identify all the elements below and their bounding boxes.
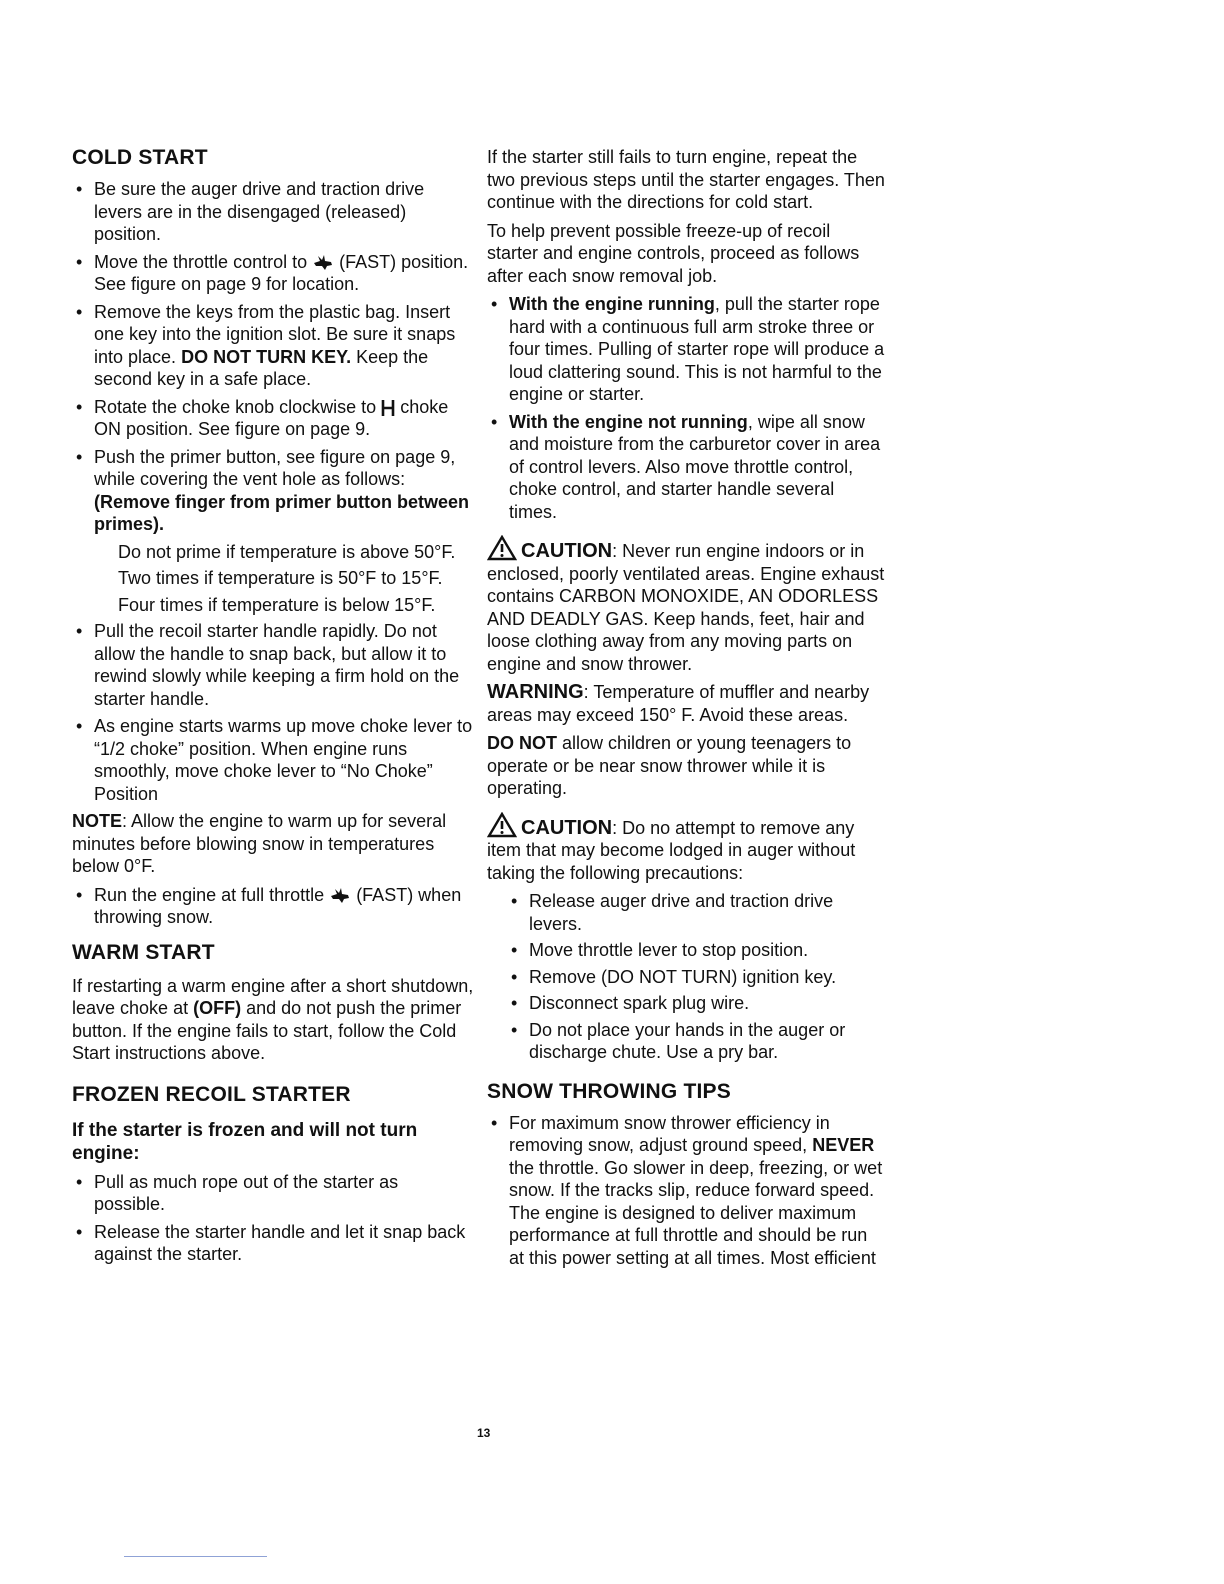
list-item: • Pull the recoil starter handle rapidly. Do not allow the handle to snap back, but allow it to rewind slowly while keeping a firm hold on the starter handle. [72, 620, 474, 710]
list-item: • With the engine not running, wipe all snow and moisture from the carburetor cover in area of control levers. Also move throttle control, choke control, and starter handle several times. [487, 411, 885, 524]
cold-start-final [72, 884, 474, 929]
list-item: • Run the engine at full throttle (FAST) when throwing snow. [72, 884, 474, 929]
frozen-subheading: If the starter is frozen and will not turn engine: [72, 1119, 418, 1164]
prime-instructions [72, 541, 474, 617]
list-item: • Be sure the auger drive and traction drive levers are in the disengaged (released) position. [72, 178, 474, 246]
choke-symbol-icon [381, 396, 395, 418]
footer-rule [124, 1556, 267, 1557]
tips-list [487, 1112, 885, 1270]
warning-muffler: WARNING: Temperature of muffler and nearby areas may exceed 150° F. Avoid these areas. [487, 681, 870, 725]
frozen-heading: FROZEN RECOIL STARTER [72, 1082, 351, 1106]
frozen-list [72, 1171, 474, 1266]
snow-tips-heading: SNOW THROWING TIPS [487, 1079, 731, 1103]
list-item: • Rotate the choke knob clockwise to choke ON position. See figure on page 9. [72, 396, 474, 441]
cold-start-heading: COLD START [72, 146, 208, 169]
warm-start-text: If restarting a warm engine after a short shutdown, leave choke at (OFF) and do not push the primer button. If the engine fails to start, follow the Cold Start instructions above. [72, 975, 474, 1063]
freeze-list [487, 293, 885, 523]
prime-line: Four times if temperature is below 15°F. [118, 594, 436, 615]
caution-lodged-item: CAUTION: Do no attempt to remove any item that may become lodged in auger without taking the following precautions: [487, 812, 885, 885]
rabbit-fast-icon [329, 886, 351, 904]
cold-start-list-cont [72, 620, 474, 805]
prime-line: Do not prime if temperature is above 50°F. [118, 541, 456, 562]
right-column [487, 146, 885, 1274]
list-item: • With the engine running, pull the starter rope hard with a continuous full arm stroke three or four times. Pulling of starter rope will produce a loud clattering sound. This is not harmful to the engine or starter. [487, 293, 885, 406]
list-item: • Move the throttle control to (FAST) position. See figure on page 9 for location. [72, 251, 474, 296]
list-item: • Push the primer button, see figure on page 9, while covering the vent hole as follows: (Remove finger from primer button between primes). [72, 446, 474, 536]
warning-triangle-icon [487, 535, 517, 561]
list-item: • For maximum snow thrower efficiency in removing snow, adjust ground speed, NEVER the throttle. Go slower in deep, freezing, or wet snow. If the tracks slip, reduce forward speed. The engine is designed to deliver maximum performance at full throttle and should be run at this power setting at all times. Most efficient [487, 1112, 885, 1270]
list-item: • Disconnect spark plug wire. [507, 992, 885, 1015]
list-item: • Release the starter handle and let it snap back against the starter. [72, 1221, 474, 1266]
cold-start-list [72, 178, 474, 536]
list-item: • Pull as much rope out of the starter as possible. [72, 1171, 474, 1216]
prime-line: Two times if temperature is 50°F to 15°F. [118, 568, 443, 588]
rabbit-fast-icon [312, 253, 334, 271]
page-number: 13 [477, 1426, 491, 1440]
paragraph: To help prevent possible freeze-up of recoil starter and engine controls, proceed as follows after each snow removal job. [487, 220, 860, 286]
paragraph: If the starter still fails to turn engine, repeat the two previous steps until the starter engages. Then continue with the directions for cold start. [487, 147, 885, 212]
caution-carbon-monoxide: CAUTION: Never run engine indoors or in enclosed, poorly ventilated areas. Engine exhaust contains CARBON MONOXIDE, AN ODORLESS AND DEADLY GAS. Keep hands, feet, hair and loose clothing away from any moving parts on engine and snow thrower. [487, 535, 885, 675]
warning-triangle-icon [487, 812, 517, 838]
do-not-children: DO NOT allow children or young teenagers to operate or be near snow thrower while it is operating. [487, 733, 852, 798]
precautions-list [487, 890, 885, 1064]
list-item: • Remove the keys from the plastic bag. Insert one key into the ignition slot. Be sure it snaps into place. DO NOT TURN KEY. Keep the second key in a safe place. [72, 301, 474, 391]
list-item: • Release auger drive and traction drive levers. [507, 890, 885, 935]
list-item: • Remove (DO NOT TURN) ignition key. [507, 966, 885, 989]
list-item: • As engine starts warms up move choke lever to “1/2 choke” position. When engine runs smoothly, move choke lever to “No Choke” Position [72, 715, 474, 805]
note: NOTE: Allow the engine to warm up for several minutes before blowing snow in temperatures below 0°F. [72, 811, 447, 876]
left-column [72, 146, 474, 1271]
list-item: • Do not place your hands in the auger or discharge chute. Use a pry bar. [507, 1019, 885, 1064]
list-item: • Move throttle lever to stop position. [507, 939, 885, 962]
warm-start-heading: WARM START [72, 940, 215, 964]
